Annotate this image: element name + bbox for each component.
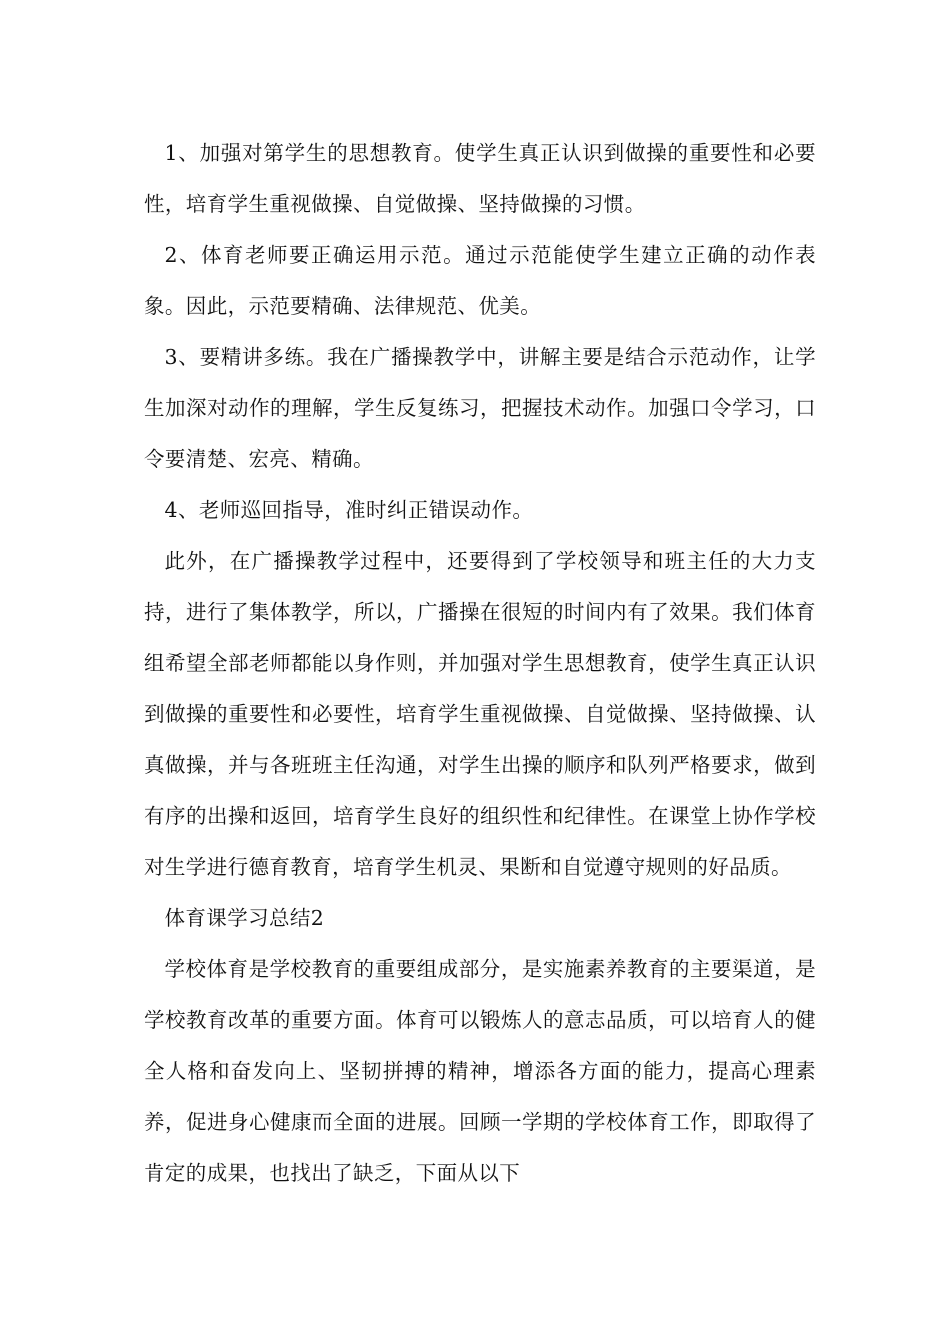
paragraph-item-3: 3、要精讲多练。我在广播操教学中，讲解主要是结合示范动作，让学生加深对动作的理解，学生反复练习，把握技术动作。加强口令学习，口令要清楚、宏亮、精确。 (144, 345, 816, 471)
paragraph-summary-2-intro: 学校体育是学校教育的重要组成部分，是实施素养教育的主要渠道，是学校教育改革的重要方面。体育可以锻炼人的意志品质，可以培育人的健全人格和奋发向上、坚韧拼搏的精神，增添各方面的能力，提高心理素养，促进身心健康而全面的进展。回顾一学期的学校体育工作，即取得了肯定的成果，也找出了缺乏，下面从以下 (144, 957, 816, 1185)
paragraph-item-1: 1、加强对第学生的思想教育。使学生真正认识到做操的重要性和必要性，培育学生重视做操、自觉做操、坚持做操的习惯。 (144, 141, 816, 216)
document-body (144, 128, 816, 1199)
paragraph-item-4: 4、老师巡回指导，准时纠正错误动作。 (164, 498, 534, 522)
paragraph-item-2: 2、体育老师要正确运用示范。通过示范能使学生建立正确的动作表象。因此，示范要精确、法律规范、优美。 (144, 243, 816, 318)
paragraph-additional-notes: 此外，在广播操教学过程中，还要得到了学校领导和班主任的大力支持，进行了集体教学，所以，广播操在很短的时间内有了效果。我们体育组希望全部老师都能以身作则，并加强对学生思想教育，使学生真正认识到做操的重要性和必要性，培育学生重视做操、自觉做操、坚持做操、认真做操，并与各班班主任沟通，对学生出操的顺序和队列严格要求，做到有序的出操和返回，培育学生良好的组织性和纪律性。在课堂上协作学校对生学进行德育教育，培育学生机灵、果断和自觉遵守规则的好品质。 (144, 549, 816, 879)
section-heading: 体育课学习总结2 (164, 906, 325, 930)
